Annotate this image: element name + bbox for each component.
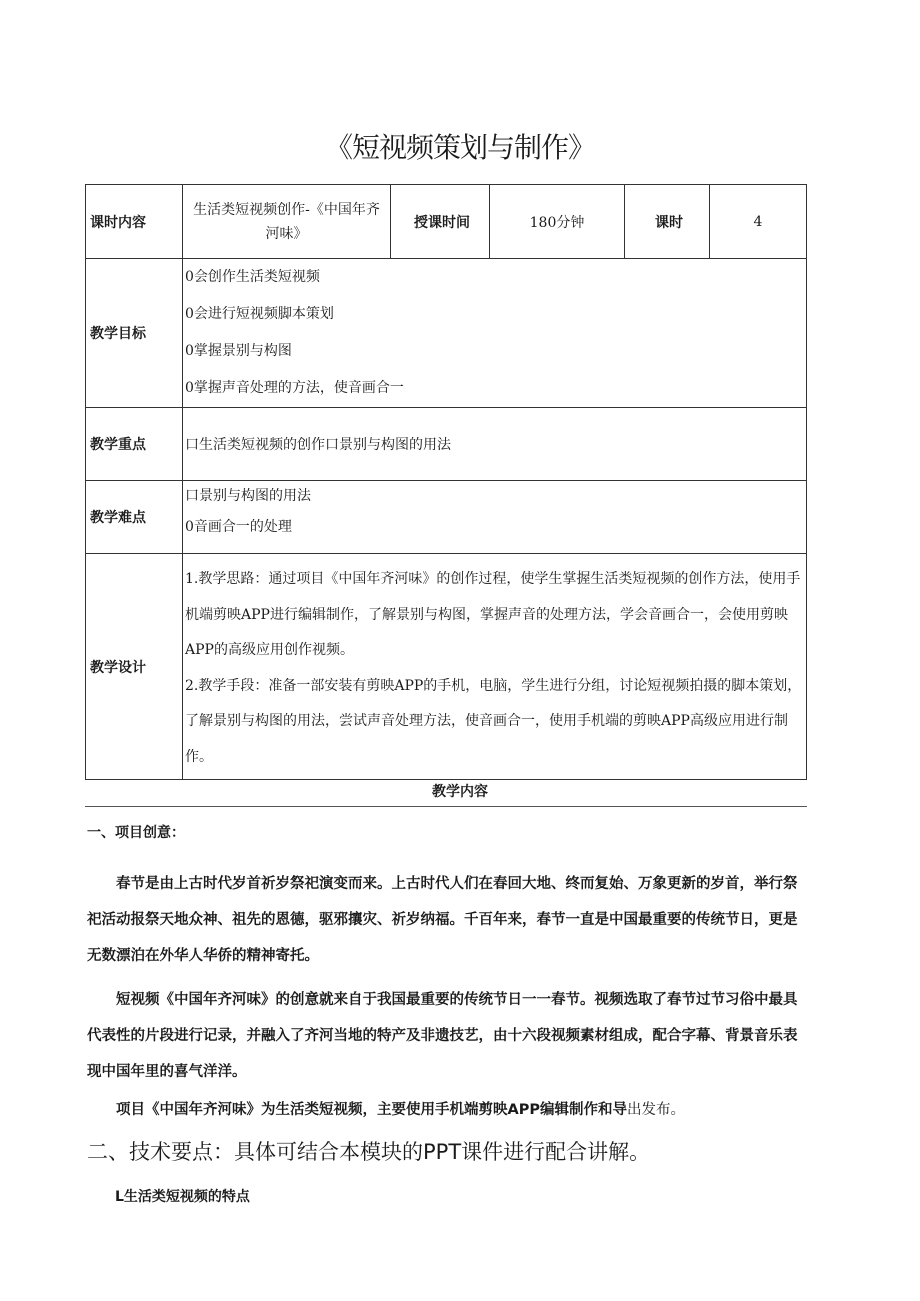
teaching-content-heading: 教学内容	[432, 784, 488, 800]
label-class-hours: 课时	[625, 185, 710, 259]
label-lesson-content: 课时内容	[86, 185, 183, 259]
lesson-content-value: 生活类短视频创作-《中国年齐河味》	[183, 185, 391, 259]
section2-heading: 二、技术要点：具体可结合本模块的PPT课件进行配合讲解。	[87, 1140, 651, 1164]
design-paragraph: 2.教学手段：准备一部安装有剪映APP的手机，电脑，学生进行分组，讨论短视频拍摄的脚本策划，了解景别与构图的用法，尝试声音处理方法，使音画合一，使用手机端的剪映APP高级应用进行制作。	[185, 677, 802, 765]
row-teaching-design	[86, 554, 807, 780]
row-teaching-difficulty	[86, 481, 807, 554]
design-paragraph: 1.教学思路：通过项目《中国年齐河味》的创作过程，使学生掌握生活类短视频的创作方法，使用手机端剪映APP进行编辑制作，了解景别与构图，掌握声音的处理方法，学会音画合一，会使用剪映APP的高级应用创作视频。	[185, 571, 801, 658]
divider	[85, 806, 807, 807]
row-teaching-focus	[86, 408, 807, 481]
label-teaching-design: 教学设计	[86, 554, 183, 780]
difficulty-item: 0音画合一的处理	[185, 519, 292, 535]
section1-paragraph: 春节是由上古时代岁首祈岁祭祀演变而来。上古时代人们在春回大地、终而复始、万象更新的岁首，举行祭祀活动报祭天地众神、祖先的恩德，驱邪攘灾、祈岁纳福。千百年来，春节一直是中国最重要的传统节日，更是无数漂泊在外华人华侨的精神寄托。	[87, 876, 798, 964]
goal-item: 0掌握景别与构图	[185, 343, 292, 359]
section1-paragraph	[87, 1092, 811, 1128]
document-title: 《短视频策划与制作》	[324, 131, 595, 164]
label-teaching-time: 授课时间	[391, 185, 490, 259]
goal-item: 0会创作生活类短视频	[185, 269, 320, 285]
class-hours-value: 4	[710, 185, 807, 259]
paragraph-normal-part: 出发布。	[626, 1102, 685, 1118]
label-teaching-focus: 教学重点	[86, 408, 183, 481]
teaching-time-value: 180分钟	[490, 185, 625, 259]
section1-heading: 一、项目创意：	[87, 825, 185, 841]
section2-subheading: L生活类短视频的特点	[115, 1189, 250, 1205]
lesson-plan-table	[85, 184, 807, 780]
teaching-focus-text: 口生活类短视频的创作口景别与构图的用法	[183, 408, 807, 481]
row-teaching-goals	[86, 259, 807, 408]
goal-item: 0会进行短视频脚本策划	[185, 306, 334, 322]
label-teaching-difficulty: 教学难点	[86, 481, 183, 554]
teaching-goals-list	[183, 259, 807, 408]
teaching-design-text	[183, 554, 807, 780]
teaching-difficulty-list	[183, 481, 807, 554]
label-teaching-goals: 教学目标	[86, 259, 183, 408]
paragraph-bold-part: 项目《中国年齐河味》为生活类短视频，主要使用手机端剪映APP编辑制作和导	[116, 1102, 627, 1118]
goal-item: 0掌握声音处理的方法，使音画合一	[185, 380, 404, 396]
section1-paragraph: 短视频《中国年齐河味》的创意就来自于我国最重要的传统节日一一春节。视频选取了春节过节习俗中最具代表性的片段进行记录，并融入了齐河当地的特产及非遗技艺，由十六段视频素材组成，配合字幕、背景音乐表现中国年里的喜气洋洋。	[87, 992, 798, 1080]
row-lesson-info	[86, 185, 807, 259]
difficulty-item: 口景别与构图的用法	[185, 488, 311, 504]
